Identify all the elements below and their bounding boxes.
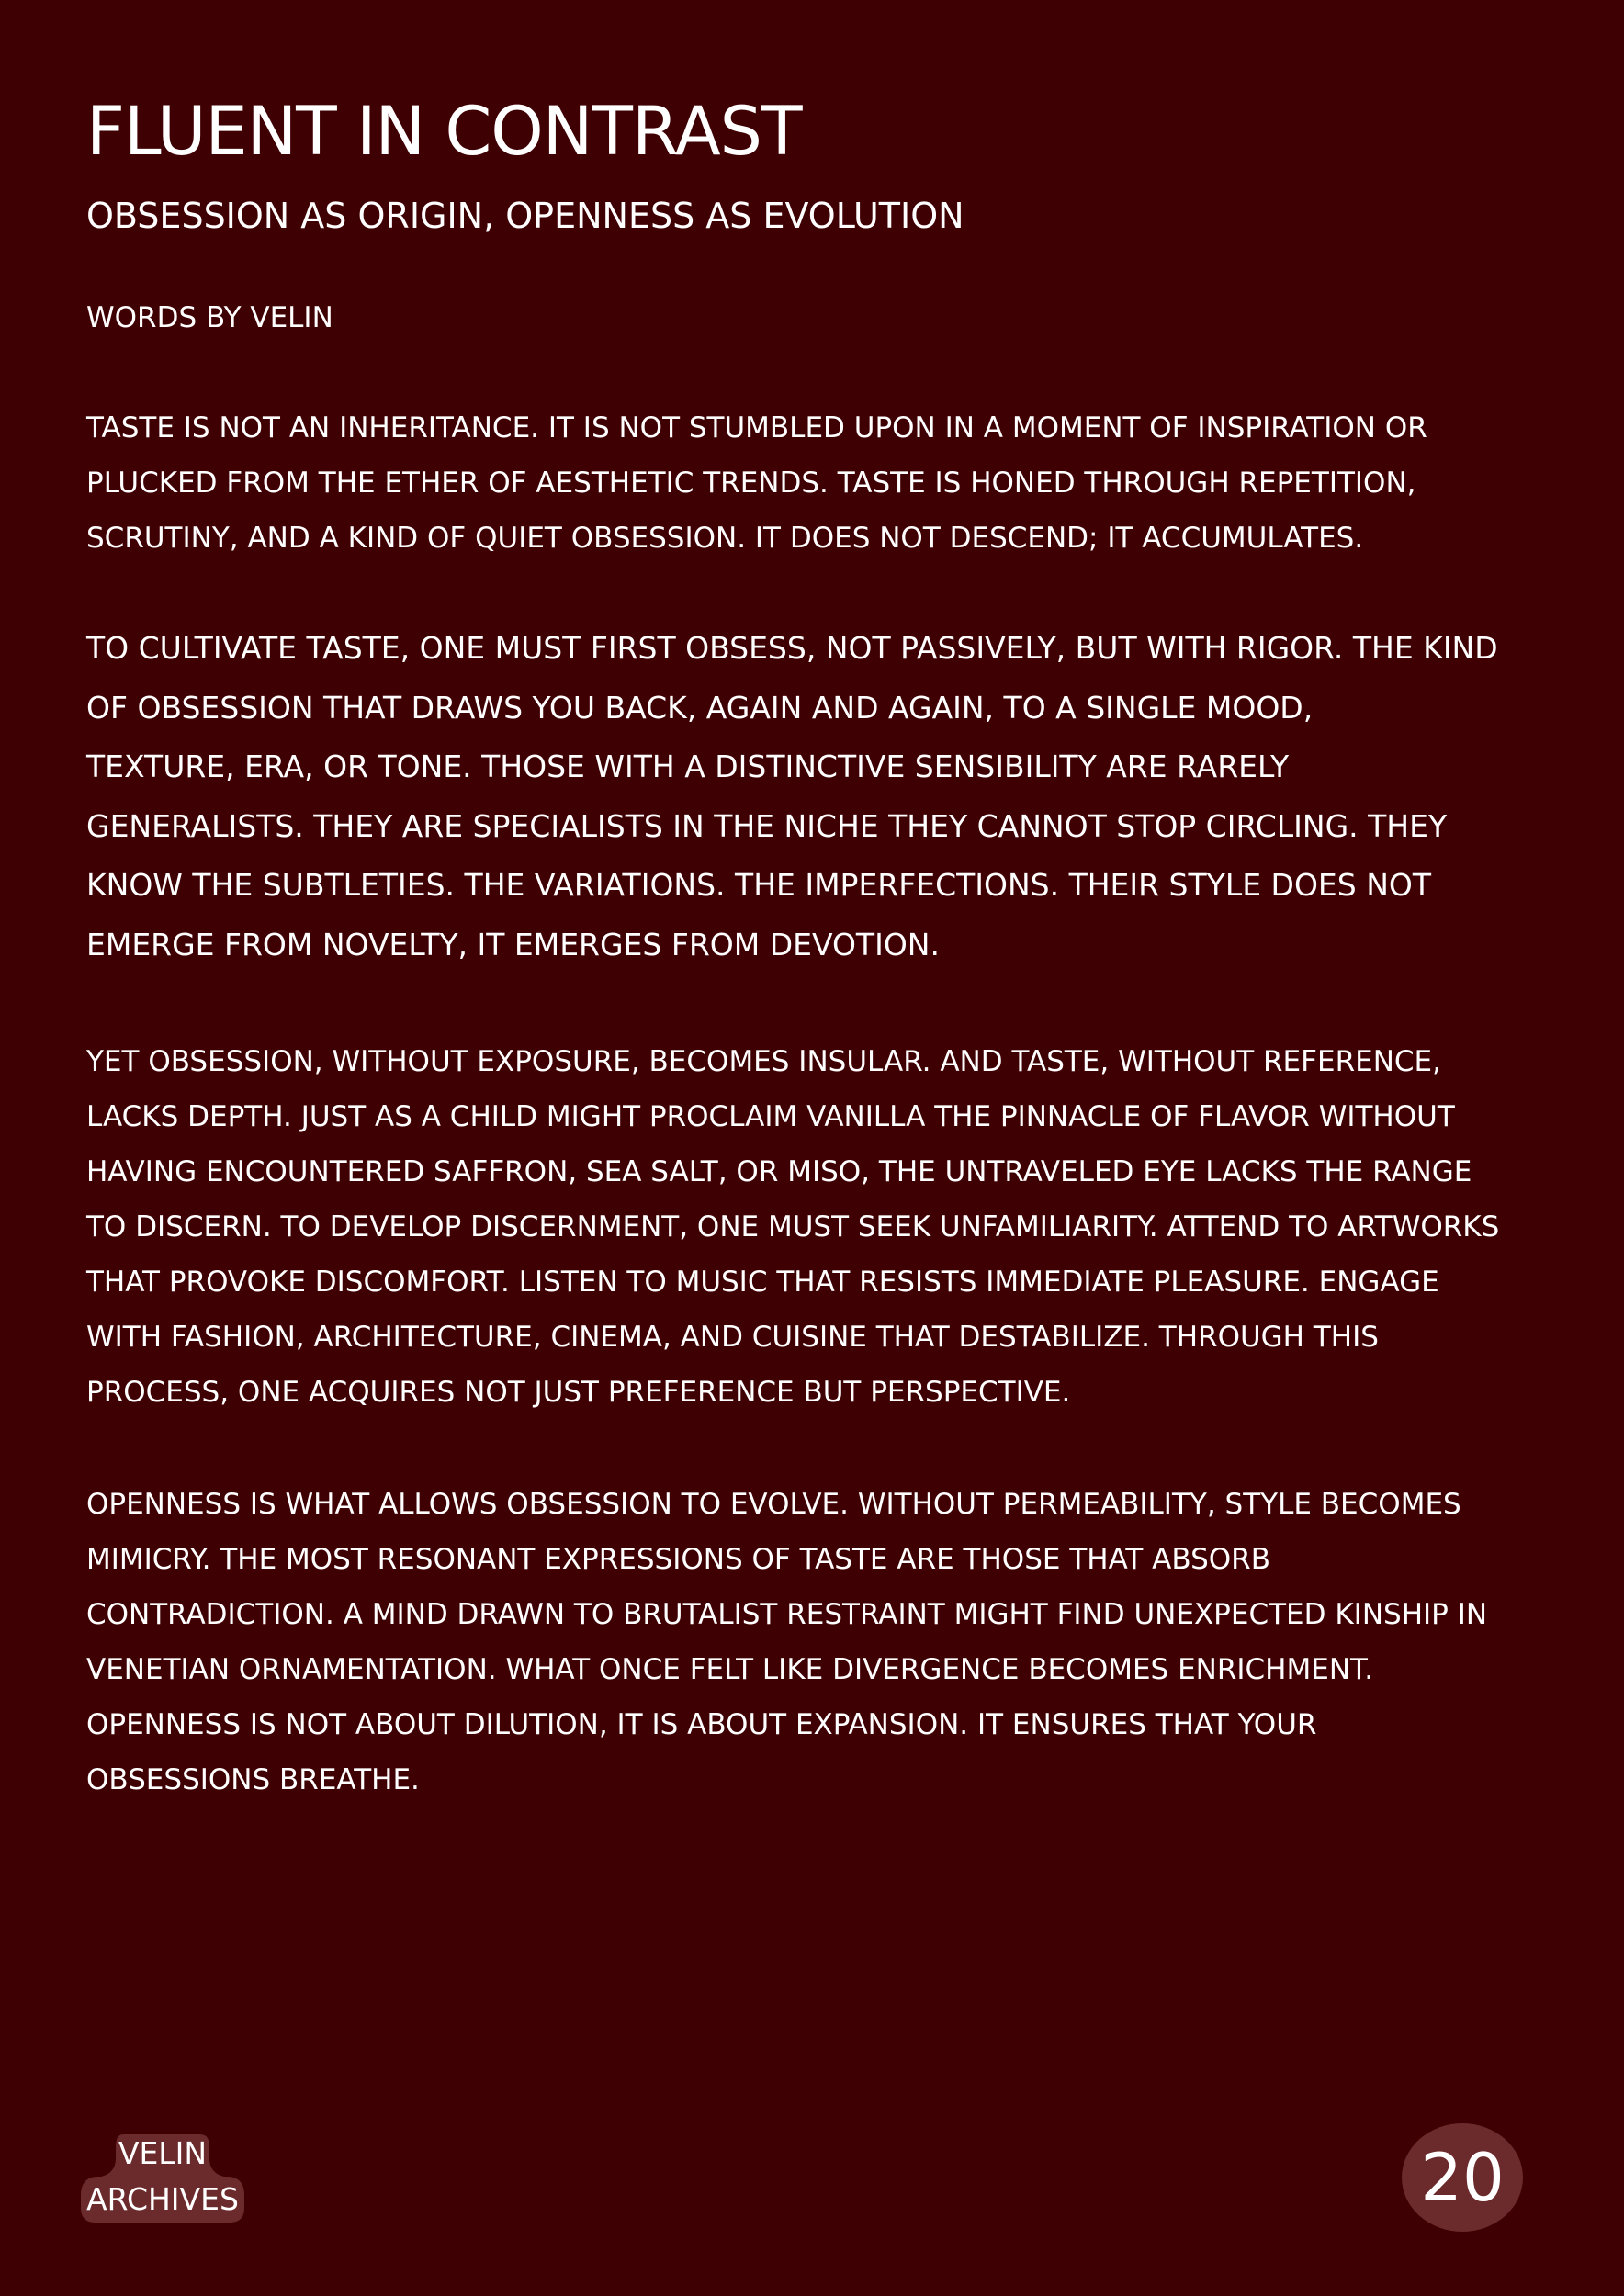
article-page [86, 0, 1538, 2296]
paragraph-line: TO CULTIVATE TASTE, ONE MUST FIRST OBSESS, NOT PASSIVELY, BUT WITH RIGOR. THE KIND [86, 630, 1498, 666]
paragraph-line: TASTE IS NOT AN INHERITANCE. IT IS NOT STUMBLED UPON IN A MOMENT OF INSPIRATION OR [86, 411, 1427, 445]
paragraph-line: TO DISCERN. TO DEVELOP DISCERNMENT, ONE MUST SEEK UNFAMILIARITY. ATTEND TO ARTWORKS [86, 1210, 1500, 1244]
paragraph-line: MIMICRY. THE MOST RESONANT EXPRESSIONS OF TASTE ARE THOSE THAT ABSORB [86, 1543, 1270, 1576]
article-paragraph-3 [86, 1034, 1499, 1420]
paragraph-line: LACKS DEPTH. JUST AS A CHILD MIGHT PROCLAIM VANILLA THE PINNACLE OF FLAVOR WITHOUT [86, 1100, 1455, 1133]
logo-text-line-2: ARCHIVES [86, 2181, 239, 2217]
paragraph-line: GENERALISTS. THEY ARE SPECIALISTS IN THE NICHE THEY CANNOT STOP CIRCLING. THEY [86, 807, 1448, 844]
paragraph-line: THAT PROVOKE DISCOMFORT. LISTEN TO MUSIC THAT RESISTS IMMEDIATE PLEASURE. ENGAGE [86, 1266, 1439, 1299]
paragraph-line: OBSESSIONS BREATHE. [86, 1763, 420, 1796]
paragraph-line: KNOW THE SUBTLETIES. THE VARIATIONS. THE IMPERFECTIONS. THEIR STYLE DOES NOT [86, 867, 1432, 904]
paragraph-line: WITH FASHION, ARCHITECTURE, CINEMA, AND CUISINE THAT DESTABILIZE. THROUGH THIS [86, 1321, 1379, 1354]
velin-archives-logo [81, 2131, 244, 2223]
byline: WORDS BY VELIN [86, 301, 333, 334]
paragraph-line: SCRUTINY, AND A KIND OF QUIET OBSESSION. IT DOES NOT DESCEND; IT ACCUMULATES. [86, 522, 1364, 555]
paragraph-line: EMERGE FROM NOVELTY, IT EMERGES FROM DEVOTION. [86, 926, 940, 962]
paragraph-line: TEXTURE, ERA, OR TONE. THOSE WITH A DISTINCTIVE SENSIBILITY ARE RARELY [86, 748, 1290, 785]
article-subtitle: OBSESSION AS ORIGIN, OPENNESS AS EVOLUTION [86, 196, 964, 236]
article-paragraph-1 [86, 400, 1427, 566]
article-title: FLUENT IN CONTRAST [86, 93, 802, 171]
paragraph-line: PROCESS, ONE ACQUIRES NOT JUST PREFERENCE BUT PERSPECTIVE. [86, 1376, 1071, 1409]
paragraph-line: VENETIAN ORNAMENTATION. WHAT ONCE FELT LIKE DIVERGENCE BECOMES ENRICHMENT. [86, 1653, 1374, 1686]
paragraph-line: OPENNESS IS NOT ABOUT DILUTION, IT IS ABOUT EXPANSION. IT ENSURES THAT YOUR [86, 1708, 1317, 1741]
paragraph-line: OPENNESS IS WHAT ALLOWS OBSESSION TO EVOLVE. WITHOUT PERMEABILITY, STYLE BECOMES [86, 1488, 1461, 1521]
paragraph-line: OF OBSESSION THAT DRAWS YOU BACK, AGAIN AND AGAIN, TO A SINGLE MOOD, [86, 689, 1314, 726]
article-paragraph-2 [86, 619, 1498, 975]
paragraph-line: HAVING ENCOUNTERED SAFFRON, SEA SALT, OR MISO, THE UNTRAVELED EYE LACKS THE RANGE [86, 1155, 1472, 1188]
logo-text-line-1: VELIN [118, 2135, 208, 2171]
paragraph-line: YET OBSESSION, WITHOUT EXPOSURE, BECOMES INSULAR. AND TASTE, WITHOUT REFERENCE, [86, 1045, 1441, 1078]
paragraph-line: CONTRADICTION. A MIND DRAWN TO BRUTALIST RESTRAINT MIGHT FIND UNEXPECTED KINSHIP IN [86, 1598, 1488, 1631]
article-paragraph-4 [86, 1477, 1487, 1807]
paragraph-line: PLUCKED FROM THE ETHER OF AESTHETIC TRENDS. TASTE IS HONED THROUGH REPETITION, [86, 467, 1416, 500]
page-number-badge: 20 [1402, 2123, 1523, 2232]
